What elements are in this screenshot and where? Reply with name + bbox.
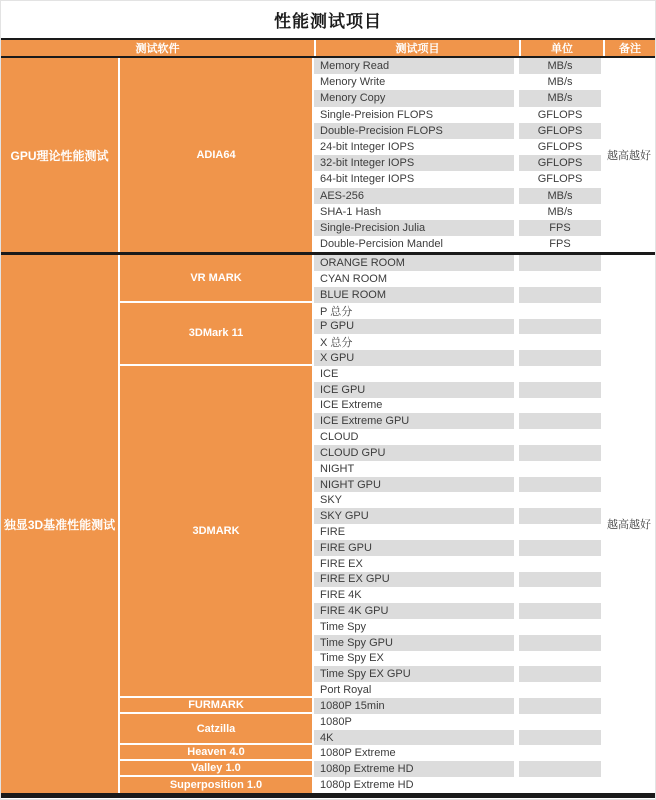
test-item-cell: FIRE 4K GPU (314, 603, 519, 619)
unit-cell: GFLOPS (519, 155, 603, 171)
unit-cell (519, 413, 603, 429)
test-item-cell: CLOUD GPU (314, 445, 519, 461)
unit-cell (519, 366, 603, 382)
header-test-item: 测试项目 (314, 40, 519, 56)
unit-cell (519, 666, 603, 682)
header-test-software: 测试软件 (135, 43, 180, 55)
unit-cell (519, 303, 603, 319)
test-item-cell: Single-Preision FLOPS (314, 107, 519, 123)
unit-cell: MB/s (519, 204, 603, 220)
test-item-cell: Port Royal (314, 682, 519, 698)
table-section (1, 255, 655, 793)
test-item-cell: FIRE (314, 524, 519, 540)
test-item-cell: ICE Extreme GPU (314, 413, 519, 429)
table-section (1, 58, 655, 252)
test-item-cell: Time Spy EX GPU (314, 666, 519, 682)
test-item-cell: X 总分 (314, 334, 519, 350)
header-note: 备注 (603, 40, 655, 56)
test-item-cell: 1080p Extreme HD (314, 761, 519, 777)
test-item-cell: Memory Read (314, 58, 519, 74)
unit-cell (519, 651, 603, 667)
unit-cell (519, 714, 603, 730)
unit-cell (519, 287, 603, 303)
test-item-cell: SHA-1 Hash (314, 204, 519, 220)
test-item-cell: 4K (314, 730, 519, 746)
unit-cell (519, 761, 603, 777)
note-cell: 越高越好 (607, 519, 651, 532)
unit-cell (519, 334, 603, 350)
table-bottom-border (1, 793, 655, 798)
software-cell: 3DMark 11 (120, 303, 314, 366)
unit-cell (519, 556, 603, 572)
unit-cell: GFLOPS (519, 171, 603, 187)
test-item-cell: Time Spy EX (314, 651, 519, 667)
unit-cell (519, 603, 603, 619)
unit-cell (519, 492, 603, 508)
unit-cell (519, 350, 603, 366)
test-item-cell: Double-Percision Mandel (314, 236, 519, 252)
test-item-cell: Time Spy GPU (314, 635, 519, 651)
test-item-cell: ICE GPU (314, 382, 519, 398)
category-cell: 独显3D基准性能测试 (1, 255, 120, 793)
note-cell: 越高越好 (607, 150, 651, 163)
test-item-cell: ICE (314, 366, 519, 382)
test-item-cell: P 总分 (314, 303, 519, 319)
test-item-cell: FIRE 4K (314, 587, 519, 603)
unit-cell (519, 587, 603, 603)
page-title: 性能测试项目 (274, 12, 382, 31)
test-item-cell: 1080P (314, 714, 519, 730)
unit-cell (519, 572, 603, 588)
test-item-cell: 24-bit Integer IOPS (314, 139, 519, 155)
unit-cell: MB/s (519, 74, 603, 90)
test-item-cell: X GPU (314, 350, 519, 366)
test-item-cell: AES-256 (314, 188, 519, 204)
software-cell: Valley 1.0 (120, 761, 314, 777)
test-item-cell: SKY (314, 492, 519, 508)
test-item-cell: Time Spy (314, 619, 519, 635)
unit-cell (519, 271, 603, 287)
test-item-cell: 1080P 15min (314, 698, 519, 714)
unit-cell: FPS (519, 220, 603, 236)
software-cell: 3DMARK (120, 366, 314, 698)
unit-cell (519, 619, 603, 635)
test-item-cell: FIRE EX (314, 556, 519, 572)
unit-cell: MB/s (519, 90, 603, 106)
test-item-cell: SKY GPU (314, 508, 519, 524)
test-item-cell: Single-Precision Julia (314, 220, 519, 236)
test-item-cell: Menory Write (314, 74, 519, 90)
test-item-cell: 32-bit Integer IOPS (314, 155, 519, 171)
unit-cell (519, 319, 603, 335)
test-item-cell: CYAN ROOM (314, 271, 519, 287)
unit-cell (519, 382, 603, 398)
software-cell: FURMARK (120, 698, 314, 714)
unit-cell (519, 698, 603, 714)
unit-cell (519, 429, 603, 445)
test-item-cell: NIGHT (314, 461, 519, 477)
table-header-row (1, 40, 655, 56)
unit-cell (519, 398, 603, 414)
unit-cell: MB/s (519, 188, 603, 204)
test-item-cell: P GPU (314, 319, 519, 335)
test-item-cell: CLOUD (314, 429, 519, 445)
unit-cell: GFLOPS (519, 139, 603, 155)
test-item-cell: BLUE ROOM (314, 287, 519, 303)
unit-cell: GFLOPS (519, 123, 603, 139)
unit-cell: GFLOPS (519, 107, 603, 123)
software-cell: Superposition 1.0 (120, 777, 314, 793)
unit-cell (519, 635, 603, 651)
table-body (1, 58, 655, 793)
unit-cell (519, 777, 603, 793)
header-unit: 单位 (519, 40, 603, 56)
test-item-cell: FIRE GPU (314, 540, 519, 556)
test-item-cell: Menory Copy (314, 90, 519, 106)
unit-cell (519, 477, 603, 493)
test-item-cell: Double-Precision FLOPS (314, 123, 519, 139)
unit-cell: MB/s (519, 58, 603, 74)
unit-cell (519, 745, 603, 761)
unit-cell (519, 730, 603, 746)
unit-cell: FPS (519, 236, 603, 252)
test-item-cell: 1080p Extreme HD (314, 777, 519, 793)
unit-cell (519, 540, 603, 556)
test-item-cell: 64-bit Integer IOPS (314, 171, 519, 187)
test-item-cell: NIGHT GPU (314, 477, 519, 493)
test-item-cell: 1080P Extreme (314, 745, 519, 761)
unit-cell (519, 255, 603, 271)
test-item-cell: ORANGE ROOM (314, 255, 519, 271)
unit-cell (519, 461, 603, 477)
unit-cell (519, 445, 603, 461)
category-cell: GPU理论性能测试 (1, 58, 120, 252)
test-item-cell: FIRE EX GPU (314, 572, 519, 588)
software-cell: Catzilla (120, 714, 314, 746)
unit-cell (519, 508, 603, 524)
software-cell: VR MARK (120, 255, 314, 302)
unit-cell (519, 524, 603, 540)
test-item-cell: ICE Extreme (314, 398, 519, 414)
software-cell: ADIA64 (120, 58, 314, 252)
software-cell: Heaven 4.0 (120, 745, 314, 761)
unit-cell (519, 682, 603, 698)
